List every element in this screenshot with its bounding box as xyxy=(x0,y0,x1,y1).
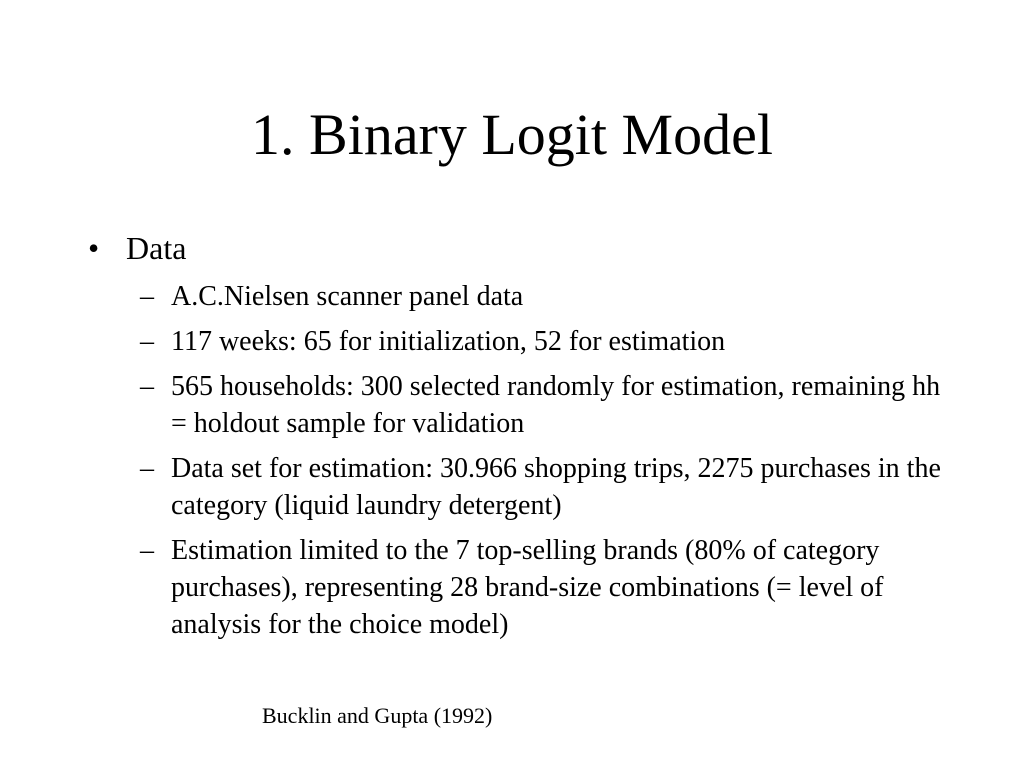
dash-marker: – xyxy=(140,326,154,357)
slide-title: 1. Binary Logit Model xyxy=(251,102,773,167)
dash-marker: – xyxy=(140,453,154,484)
citation: Bucklin and Gupta (1992) xyxy=(262,703,493,728)
sub-bullet-text: Estimation limited to the 7 top-selling brands (80% of category purchases), representing 28 brand-size combinations (= level of analysis for the choice model) xyxy=(171,535,884,640)
sub-bullet-item xyxy=(140,323,960,360)
sub-bullet-text: A.C.Nielsen scanner panel data xyxy=(171,281,524,312)
sub-bullet-text: Data set for estimation: 30.966 shopping trips, 2275 purchases in the category (liquid laundry detergent) xyxy=(171,453,941,521)
dash-marker: – xyxy=(140,281,154,312)
sub-bullet-text: 565 households: 300 selected randomly for estimation, remaining hh = holdout sample for validation xyxy=(171,371,941,439)
sub-bullet-item xyxy=(140,450,960,524)
bullet-data xyxy=(88,228,186,268)
sub-bullet-text: 117 weeks: 65 for initialization, 52 for estimation xyxy=(171,326,726,357)
sub-bullet-item xyxy=(140,278,960,315)
bullet-label: Data xyxy=(126,230,187,266)
dash-marker: – xyxy=(140,535,154,566)
dash-marker: – xyxy=(140,371,154,402)
sub-bullet-list xyxy=(140,278,960,651)
sub-bullet-item xyxy=(140,368,960,442)
bullet-marker: • xyxy=(88,230,100,266)
sub-bullet-item xyxy=(140,532,960,643)
